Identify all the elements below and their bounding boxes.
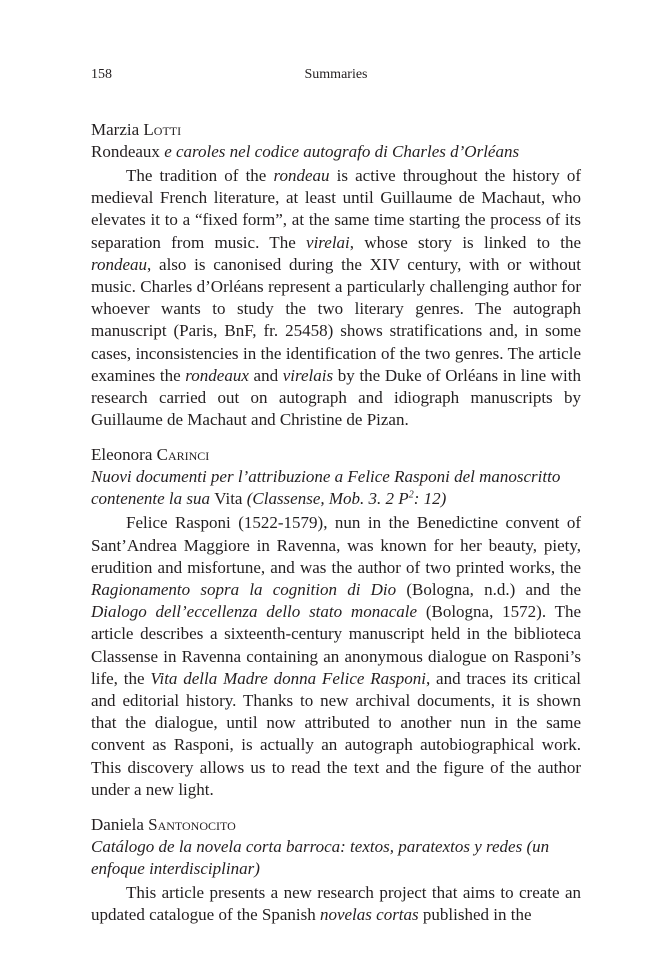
roman-text: published in the <box>418 905 532 925</box>
italic-text: Vita della Madre donna Felice Rasponi <box>150 668 426 688</box>
roman-text: , and traces its critical and editorial history. Thanks to new archival documents, it is shown that the dialogue, until now attributed to another nun in the same convent as Rasponi, is actually an autograph autobiographical work. This discovery allows us to read the text and the figure of the author under a new light. <box>91 668 581 799</box>
italic-text: Nuovi documenti per l’attribuzione a Felice Rasponi del manoscritto contenente la sua <box>91 467 561 509</box>
roman-text: (Bologna, 1572). The article describes a sixteenth-century manuscript held in the biblioteca Classense in Ravenna containing an anonymous dialogue on Rasponi’s life, the <box>91 602 581 688</box>
author-surname: Carinci <box>156 445 210 465</box>
italic-text: rondeau <box>273 166 330 185</box>
roman-text: by the Duke of Orléans in line with research carried out on autograph and idiograph manuscripts by Guillaume de Machaut and Christine de Pizan. <box>91 365 581 430</box>
summary-entry <box>91 444 581 801</box>
roman-text: Vita <box>214 489 243 509</box>
author-surname: Lotti <box>143 120 182 139</box>
italic-text: virelais <box>282 365 334 385</box>
italic-text: rondeaux <box>185 365 249 385</box>
roman-text: is active throughout the history of medieval French literature, at least until Guillaume de Machaut, who elevates it to a “fixed form”, at the same time starting the process of its separation from music. The <box>91 166 581 252</box>
summary-entry <box>91 814 581 926</box>
author-name <box>91 814 581 836</box>
italic-text: Ragionamento sopra la cognition di Dio <box>91 580 397 600</box>
italic-text: novelas cortas <box>319 905 419 925</box>
article-summary <box>91 165 581 431</box>
article-title <box>91 466 581 510</box>
italic-text: e caroles nel codice autografo di Charles d’Orléans <box>159 142 520 161</box>
roman-text: The tradition of the <box>126 166 274 185</box>
roman-text: Rondeaux <box>91 142 160 161</box>
roman-text: (Bologna, n.d.) and the <box>396 580 582 600</box>
roman-text: , whose story is linked to the <box>349 232 581 252</box>
roman-text: Felice Rasponi (1522-1579), nun in the Benedictine convent of Sant’Andrea Maggiore in Ravenna, was known for her beauty, piety, erudition and misfortune, and was the author of two printed works, the <box>91 513 581 577</box>
roman-text: and <box>248 365 283 385</box>
author-first-name: Daniela <box>91 815 144 835</box>
author-name <box>91 444 581 466</box>
author-first-name: Eleonora <box>91 445 153 465</box>
running-head <box>91 64 581 86</box>
running-title: Summaries <box>304 67 368 82</box>
italic-text: Dialogo dell’eccellenza dello stato monacale <box>91 602 418 622</box>
author-surname: Santonocito <box>148 815 236 835</box>
article-summary <box>91 512 581 801</box>
article-summary <box>91 882 581 926</box>
italic-text: rondeau <box>91 254 148 274</box>
author-name <box>91 119 581 141</box>
italic-text: Catálogo de la novela corta barroca: textos, paratextos y redes (un enfoque interdisciplinar) <box>91 837 550 879</box>
summary-entry <box>91 119 581 431</box>
article-title <box>91 141 581 163</box>
page-number: 158 <box>91 67 112 82</box>
superscript: 2 <box>408 489 414 501</box>
italic-text: : 12) <box>413 489 447 509</box>
article-title <box>91 836 581 880</box>
roman-text: This article presents a new research project that aims to create an updated catalogue of the Spanish <box>91 883 581 925</box>
roman-text: , also is canonised during the XIV century, with or without music. Charles d’Orléans represent a particularly challenging author for whoever wants to study the two literary genres. The autograph manuscript (Paris, BnF, fr. 25458) shows stratifications and, in some cases, inconsistencies in the identification of the two genres. The article examines the <box>91 254 581 385</box>
italic-text: virelai <box>306 232 350 252</box>
book-page <box>91 64 581 926</box>
author-first-name: Marzia <box>91 120 140 139</box>
italic-text: (Classense, Mob. 3. 2 P <box>242 489 409 509</box>
